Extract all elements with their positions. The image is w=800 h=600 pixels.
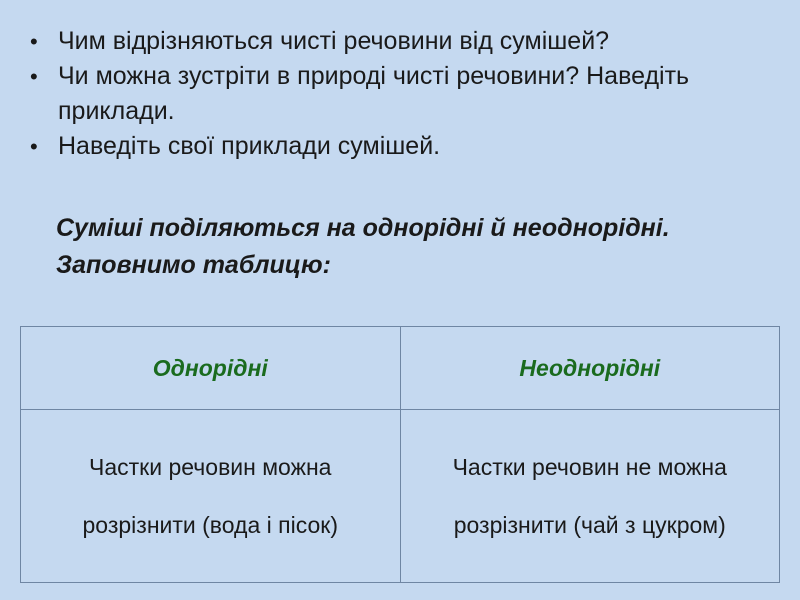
question-item bbox=[28, 129, 768, 164]
fill-table-prompt: Заповнимо таблицю: bbox=[56, 251, 331, 279]
homogeneous-description bbox=[21, 410, 401, 583]
table-row bbox=[21, 410, 780, 583]
bullet-icon: • bbox=[30, 64, 38, 89]
question-item bbox=[28, 24, 768, 59]
cell-line: розрізнити (вода і пісок) bbox=[82, 512, 338, 538]
header-homogeneous: Однорідні bbox=[21, 327, 401, 410]
cell-line: Частки речовин можна bbox=[89, 454, 332, 480]
cell-line: розрізнити (чай з цукром) bbox=[453, 512, 726, 538]
question-text: Чи можна зустріти в природі чисті речовини? Наведіть приклади. bbox=[58, 62, 690, 125]
header-heterogeneous: Неоднорідні bbox=[400, 327, 780, 410]
classification-statement bbox=[56, 210, 736, 284]
heterogeneous-description bbox=[400, 410, 780, 583]
mixtures-table bbox=[20, 326, 780, 583]
question-item bbox=[28, 59, 768, 129]
question-text: Наведіть свої приклади сумішей. bbox=[58, 132, 441, 160]
cell-line: Частки речовин не можна bbox=[452, 454, 727, 480]
question-text: Чим відрізняються чисті речовини від сумішей? bbox=[58, 27, 610, 55]
table-header-row bbox=[21, 327, 780, 410]
bullet-icon: • bbox=[30, 29, 38, 54]
statement-text: Суміші поділяються на однорідні й неоднорідні. bbox=[56, 214, 670, 242]
bullet-icon: • bbox=[30, 134, 38, 159]
question-list bbox=[28, 24, 768, 164]
